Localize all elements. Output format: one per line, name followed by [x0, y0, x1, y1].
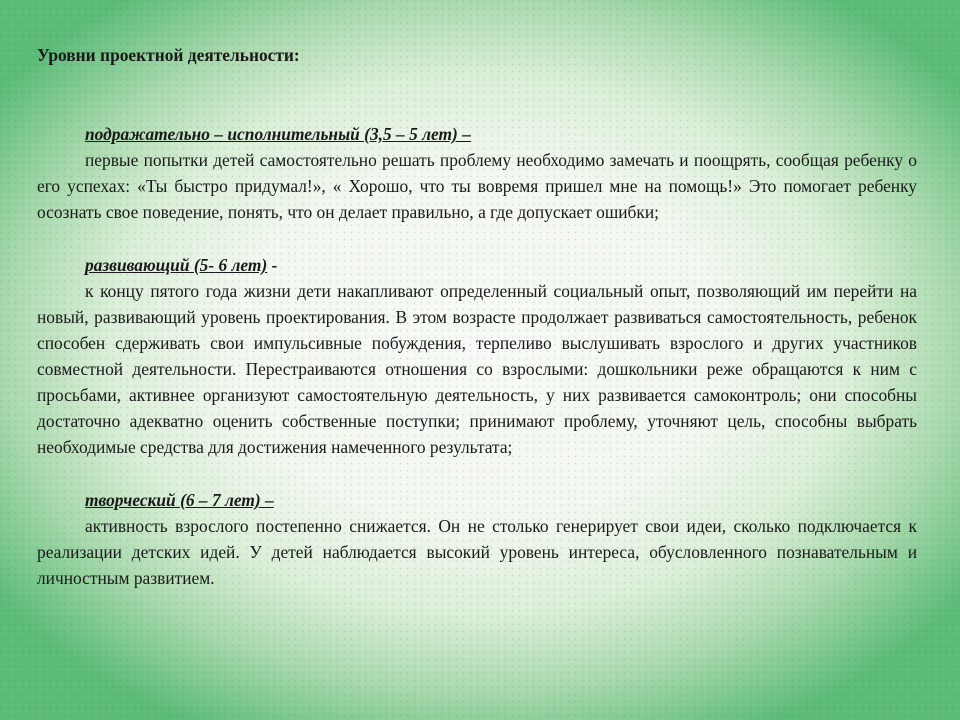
- page-title: Уровни проектной деятельности:: [37, 45, 300, 65]
- level-title: [37, 487, 917, 513]
- level-description: активность взрослого постепенно снижается. Он не столько генерирует свои идеи, сколько подключается к реализации детских идей. У детей наблюдается высокий уровень интереса, обусловленного познавательным и личностным развитием.: [37, 516, 917, 588]
- level-description: первые попытки детей самостоятельно решать проблему необходимо замечать и поощрять, сообщая ребенку о его успехах: «Ты быстро придумал!», « Хорошо, что ты вовремя пришел мне на помощь!» Это помогает ребенку осознать свое поведение, понять, что он делает правильно, а где допускает ошибки;: [37, 150, 917, 222]
- level-title-suffix: -: [267, 255, 278, 275]
- level-title: [37, 121, 917, 147]
- level-description: к концу пятого года жизни дети накапливают определенный социальный опыт, позволяющий им перейти на новый, развивающий уровень проектирования. В этом возрасте продолжает развиваться самостоятельность, ребенок способен сдерживать свои импульсивные побуждения, терпеливо выслушивать взрослого и других участников совместной деятельности. Перестраиваются отношения со взрослыми: дошкольники реже обращаются к ним с просьбами, активнее организуют самостоятельную деятельность, у них развивается самоконтроль; они способны достаточно адекватно оценить собственные поступки; принимают проблему, уточняют цель, способны выбрать необходимые средства для достижения намеченного результата;: [37, 281, 917, 457]
- level-title: [37, 252, 917, 278]
- level-title-text: развивающий (5- 6 лет): [85, 255, 268, 275]
- level-title-text: творческий (6 – 7 лет) –: [85, 490, 274, 510]
- level-title-text: подражательно – исполнительный (3,5 – 5 лет) –: [85, 124, 471, 144]
- level-block: [37, 252, 917, 460]
- slide-content: [37, 42, 917, 591]
- level-block: [37, 487, 917, 591]
- level-block: [37, 121, 917, 225]
